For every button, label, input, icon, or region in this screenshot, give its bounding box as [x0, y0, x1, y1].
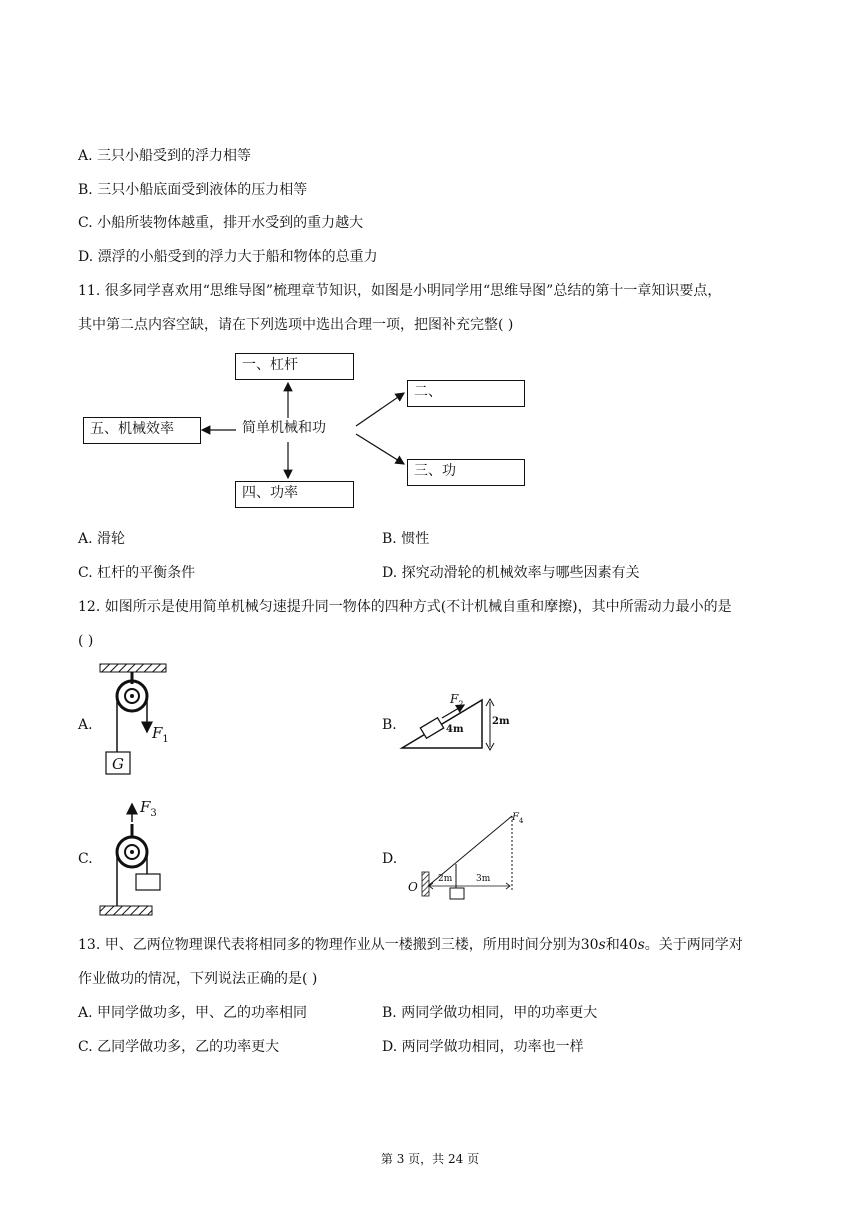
force-f4-label: $F_4$: [512, 812, 524, 825]
q12-label-a: A.: [78, 717, 93, 733]
q13-option-a: A. 甲同学做功多，甲、乙的功率相同: [78, 1005, 308, 1021]
q11-option-d: D. 探究动滑轮的机械效率与哪些因素有关: [382, 565, 640, 581]
mindmap-right-bottom-box: 三、功: [407, 459, 525, 486]
q11-mindmap: [78, 350, 538, 516]
distance-3m-label: 3m: [476, 874, 491, 884]
movable-pulley-drawing: [96, 796, 176, 920]
q11-option-a: A. 滑轮: [78, 531, 126, 547]
fixed-pulley-drawing: [96, 660, 176, 780]
q12-label-b: B.: [382, 717, 397, 733]
force-f3-label: $F_3$: [140, 798, 157, 819]
slope-length-label: 4m: [446, 724, 464, 735]
arrow-up-right: [356, 393, 404, 426]
q13-option-d: D. 两同学做功相同，功率也一样: [382, 1039, 584, 1055]
fig-fixed-pulley: [96, 660, 176, 780]
pivot-o-label: O: [408, 880, 418, 894]
mindmap-bottom-box: 四、功率: [235, 481, 354, 508]
q10-option-d: D. 漂浮的小船受到的浮力大于船和物体的总重力: [78, 249, 378, 265]
distance-2m-label: 2m: [438, 874, 453, 884]
mindmap-top-box: 一、杠杆: [235, 353, 354, 380]
q13-option-c: C. 乙同学做功多，乙的功率更大: [78, 1039, 280, 1055]
page-footer: 第 3 页，共 24 页: [380, 1152, 480, 1166]
q11-stem-line1: 11. 很多同学喜欢用“思维导图”梳理章节知识，如图是小明同学用“思维导图”总结的第十一章知识要点，: [78, 283, 722, 299]
q10-option-b: B. 三只小船底面受到液体的压力相等: [78, 182, 308, 198]
q12-label-c: C.: [78, 851, 93, 867]
mindmap-right-top-box: 二、: [407, 380, 525, 407]
height-label: 2m: [492, 716, 510, 727]
mindmap-left-box: 五、机械效率: [83, 417, 201, 444]
fig-inclined-plane: [398, 694, 508, 754]
q11-stem-line2: 其中第二点内容空缺，请在下列选项中选出合理一项，把图补充完整( ): [78, 317, 514, 333]
q12-label-d: D.: [382, 851, 398, 867]
fig-movable-pulley: [96, 796, 176, 920]
arrow-down-right: [356, 434, 404, 464]
mindmap-center-node: 简单机械和功: [242, 420, 326, 436]
q13-option-b: B. 两同学做功相同，甲的功率更大: [382, 1005, 598, 1021]
weight-g-label: G: [112, 755, 124, 773]
q10-option-c: C. 小船所装物体越重，排开水受到的重力越大: [78, 215, 364, 231]
force-f2-label: $F_2$: [450, 692, 464, 709]
q13-stem-line1: 13. 甲、乙两位物理课代表将相同多的物理作业从一楼搬到三楼，所用时间分别为30s和40s。关于两同学对: [78, 937, 743, 953]
q13-stem-line2: 作业做功的情况，下列说法正确的是( ): [78, 971, 318, 987]
q12-stem-line2: ( ): [78, 633, 94, 649]
q11-option-b: B. 惯性: [382, 531, 430, 547]
force-f1-label: $F_1$: [152, 724, 169, 745]
q10-option-a: A. 三只小船受到的浮力相等: [78, 148, 252, 164]
q12-stem-line1: 12. 如图所示是使用简单机械匀速提升同一物体的四种方式(不计机械自重和摩擦)，其中所需动力最小的是: [78, 599, 732, 615]
fig-lever: [402, 810, 532, 906]
q11-option-c: C. 杠杆的平衡条件: [78, 565, 196, 581]
